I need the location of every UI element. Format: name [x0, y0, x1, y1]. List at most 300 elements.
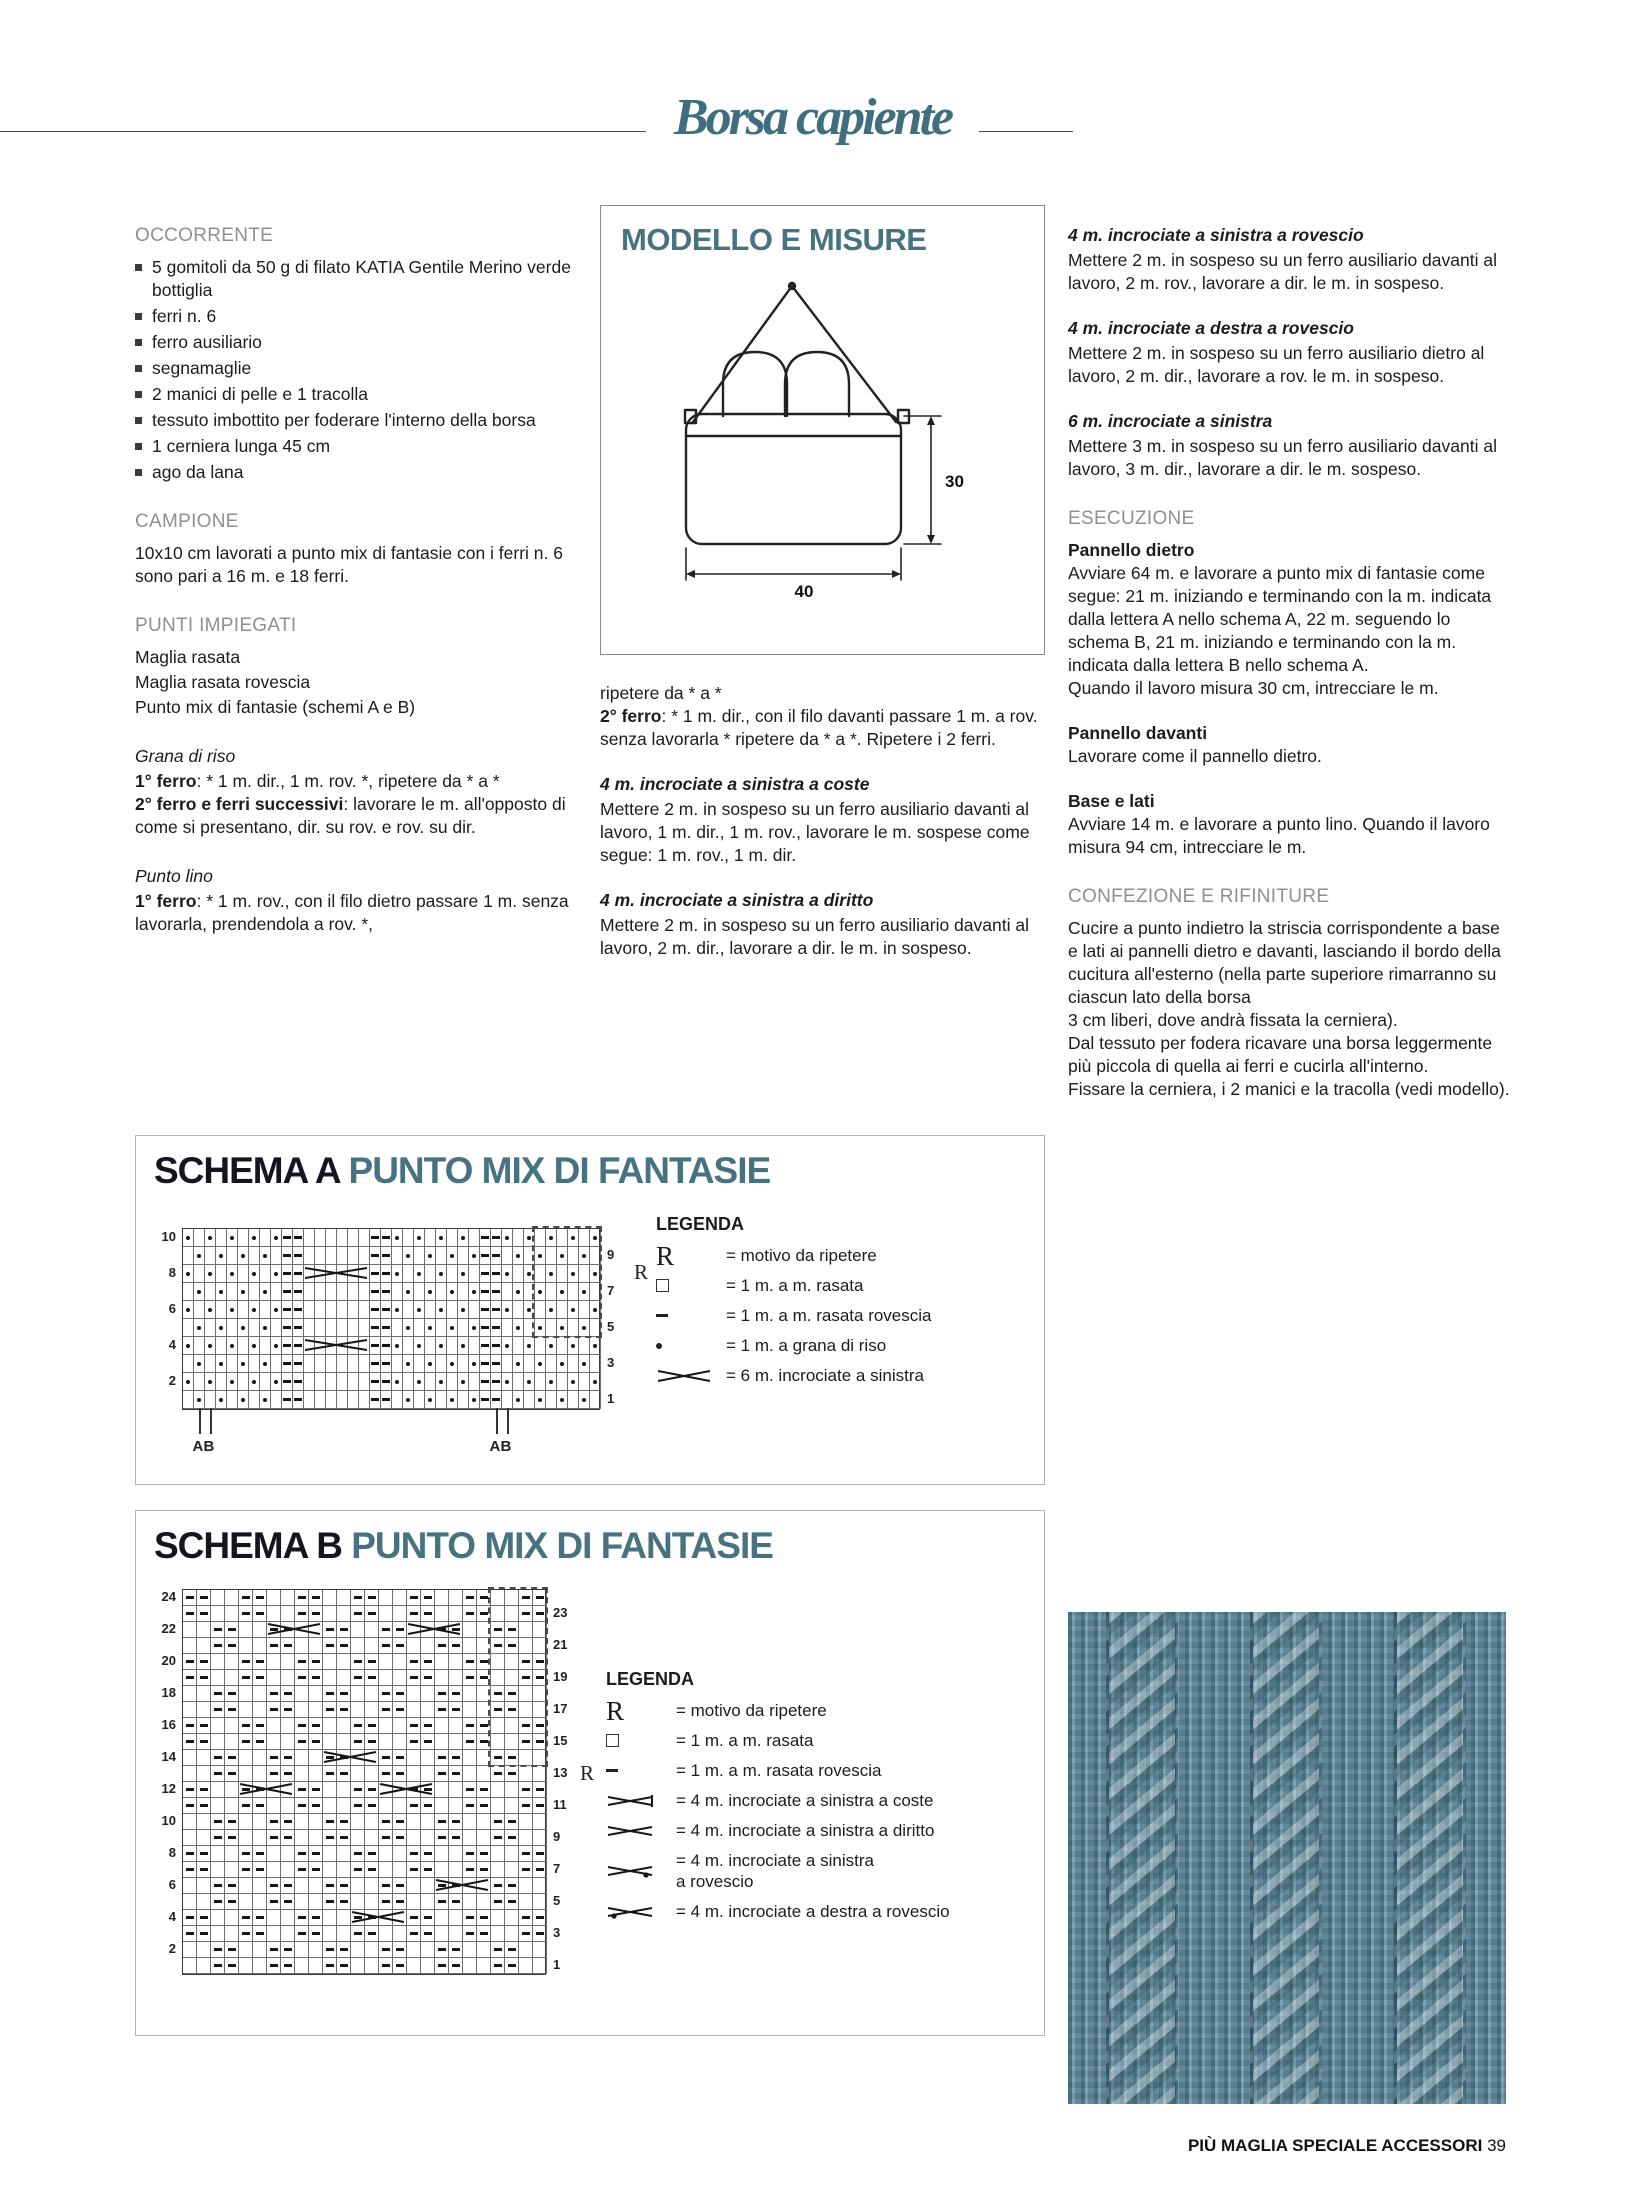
- chart-cell: [502, 1265, 513, 1283]
- chart-cell: [211, 1846, 225, 1862]
- cable-texture: [1394, 1612, 1466, 2104]
- chart-cell: [227, 1247, 238, 1265]
- chart-cell: [491, 1606, 505, 1622]
- header: [0, 88, 1625, 147]
- chart-cell: [447, 1301, 458, 1319]
- chart-cell: [435, 1878, 449, 1894]
- chart-cell: [351, 1878, 365, 1894]
- chart-cell: [421, 1910, 435, 1926]
- chart-cell: [435, 1926, 449, 1942]
- campione-heading: CAMPIONE: [135, 511, 239, 532]
- marker-label: B: [500, 1438, 512, 1455]
- chart-cell: [403, 1283, 414, 1301]
- chart-cell: [253, 1942, 267, 1958]
- chart-cell: [579, 1373, 590, 1391]
- knitting-chart-grid: [182, 1589, 546, 1975]
- chart-cell: [407, 1654, 421, 1670]
- legend-item: [656, 1240, 932, 1271]
- chart-cell: [447, 1391, 458, 1409]
- chart-cell: [393, 1590, 407, 1606]
- chart-cell: [351, 1910, 365, 1926]
- chart-cell: [463, 1910, 477, 1926]
- chart-cell: [407, 1942, 421, 1958]
- chart-cell: [309, 1926, 323, 1942]
- grana-p2: 2° ferro e ferri successivi: lavorare le m. all'opposto di come si presentano, dir. su rov. e rov. su dir.: [135, 794, 566, 837]
- chart-cell: [337, 1926, 351, 1942]
- chart-cell: [197, 1958, 211, 1974]
- chart-cell: [435, 1654, 449, 1670]
- chart-cell: [436, 1283, 447, 1301]
- chart-cell: [225, 1846, 239, 1862]
- davanti-title: Pannello davanti: [1068, 723, 1208, 743]
- chart-cell: [323, 1830, 337, 1846]
- chart-cell: [309, 1910, 323, 1926]
- cable4d-symbol-icon: [606, 1904, 666, 1920]
- lino-title: Punto lino: [135, 866, 213, 886]
- chart-cell: [463, 1734, 477, 1750]
- chart-cell: [295, 1814, 309, 1830]
- chart-cell: [365, 1638, 379, 1654]
- chart-cell: [323, 1622, 337, 1638]
- chart-cell: [197, 1766, 211, 1782]
- chart-cell: [421, 1686, 435, 1702]
- chart-cell: [421, 1878, 435, 1894]
- chart-cell: [533, 1878, 547, 1894]
- chart-cell: [295, 1878, 309, 1894]
- chart-cell: [365, 1958, 379, 1974]
- chart-cell: [513, 1337, 524, 1355]
- chart-cell: [435, 1718, 449, 1734]
- chart-cell: [535, 1355, 546, 1373]
- chart-cell: [337, 1265, 348, 1283]
- chart-cell: [407, 1638, 421, 1654]
- chart-cell: [249, 1301, 260, 1319]
- coste-title: 4 m. incrociate a sinistra a coste: [600, 774, 870, 794]
- chart-cell: [491, 1265, 502, 1283]
- chart-cell: [197, 1942, 211, 1958]
- chart-cell: [351, 1702, 365, 1718]
- chart-cell: [211, 1766, 225, 1782]
- chart-cell: [267, 1798, 281, 1814]
- chart-cell: [267, 1718, 281, 1734]
- chart-cell: [359, 1247, 370, 1265]
- chart-cell: [304, 1229, 315, 1247]
- diritto-text: Mettere 2 m. in sospeso su un ferro ausiliario davanti al lavoro, 2 m. dir., lavorare a dir. le m. in sospeso.: [600, 915, 1029, 958]
- chart-cell: [239, 1782, 253, 1798]
- chart-cell: [449, 1766, 463, 1782]
- chart-cell: [480, 1391, 491, 1409]
- chart-row-number: 11: [553, 1797, 567, 1812]
- list-item: [135, 671, 585, 694]
- legend-item: [606, 1695, 950, 1726]
- chart-cell: [351, 1606, 365, 1622]
- chart-cell: [197, 1606, 211, 1622]
- chart-cell: [337, 1283, 348, 1301]
- chart-cell: [211, 1606, 225, 1622]
- chart-cell: [435, 1638, 449, 1654]
- chart-cell: [381, 1247, 392, 1265]
- chart-cell: [267, 1686, 281, 1702]
- chart-cell: [403, 1229, 414, 1247]
- chart-cell: [197, 1798, 211, 1814]
- chart-cell: [211, 1926, 225, 1942]
- legend-item: [606, 1901, 950, 1922]
- dot-symbol-icon: [656, 1343, 716, 1349]
- chart-cell: [309, 1686, 323, 1702]
- chart-cell: [491, 1355, 502, 1373]
- chart-cell: [505, 1670, 519, 1686]
- chart-cell: [491, 1862, 505, 1878]
- chart-cell: [480, 1337, 491, 1355]
- chart-cell: [447, 1229, 458, 1247]
- chart-cell: [309, 1606, 323, 1622]
- chart-cell: [326, 1319, 337, 1337]
- chart-cell: [436, 1301, 447, 1319]
- chart-cell: [348, 1373, 359, 1391]
- chart-cell: [477, 1606, 491, 1622]
- chart-cell: [260, 1283, 271, 1301]
- chart-cell: [463, 1878, 477, 1894]
- chart-cell: [183, 1702, 197, 1718]
- chart-cell: [557, 1265, 568, 1283]
- legend-items: [606, 1695, 950, 1922]
- chart-cell: [225, 1814, 239, 1830]
- chart-cell: [183, 1734, 197, 1750]
- chart-cell: [392, 1247, 403, 1265]
- chart-cell: [480, 1265, 491, 1283]
- chart-cell: [463, 1942, 477, 1958]
- chart-cell: [281, 1814, 295, 1830]
- chart-cell: [351, 1958, 365, 1974]
- chart-cell: [505, 1942, 519, 1958]
- chart-cell: [365, 1798, 379, 1814]
- chart-cell: [505, 1830, 519, 1846]
- chart-cell: [480, 1373, 491, 1391]
- knitting-chart-grid: [182, 1228, 600, 1410]
- chart-cell: [403, 1373, 414, 1391]
- chart-cell: [281, 1750, 295, 1766]
- chart-cell: [513, 1373, 524, 1391]
- chart-cell: [579, 1247, 590, 1265]
- chart-cell: [393, 1846, 407, 1862]
- chart-cell: [267, 1894, 281, 1910]
- chart-cell: [535, 1265, 546, 1283]
- chart-cell: [370, 1337, 381, 1355]
- chart-cell: [315, 1373, 326, 1391]
- chart-cell: [425, 1301, 436, 1319]
- section-grana-di-riso: [135, 745, 585, 839]
- chart-cell: [282, 1247, 293, 1265]
- chart-cell: [326, 1355, 337, 1373]
- chart-row-number: 2: [168, 1373, 176, 1388]
- chart-cell: [436, 1229, 447, 1247]
- chart-cell: [469, 1229, 480, 1247]
- chart-cell: [365, 1846, 379, 1862]
- footer-label: PIÙ MAGLIA SPECIALE ACCESSORI: [1187, 2136, 1483, 2155]
- chart-cell: [557, 1319, 568, 1337]
- chart-cell: [458, 1247, 469, 1265]
- chart-cell: [421, 1942, 435, 1958]
- chart-row-number: 8: [168, 1265, 176, 1280]
- chart-cell: [323, 1654, 337, 1670]
- campione-text: 10x10 cm lavorati a punto mix di fantasie con i ferri n. 6 sono pari a 16 m. e 18 ferri.: [135, 543, 563, 586]
- chart-cell: [267, 1750, 281, 1766]
- chart-cell: [253, 1958, 267, 1974]
- chart-cell: [267, 1926, 281, 1942]
- chart-cell: [351, 1654, 365, 1670]
- chart-cell: [216, 1319, 227, 1337]
- chart-cell: [337, 1229, 348, 1247]
- diritto-title: 4 m. incrociate a sinistra a diritto: [600, 890, 874, 910]
- chart-cell: [379, 1958, 393, 1974]
- chart-cell: [211, 1654, 225, 1670]
- chart-cell: [326, 1301, 337, 1319]
- chart-cell: [211, 1686, 225, 1702]
- chart-cell: [211, 1958, 225, 1974]
- chart-cell: [379, 1766, 393, 1782]
- chart-cell: [477, 1910, 491, 1926]
- chart-cell: [533, 1670, 547, 1686]
- chart-cell: [393, 1814, 407, 1830]
- chart-cell: [211, 1814, 225, 1830]
- chart-cell: [414, 1373, 425, 1391]
- chart-cell: [535, 1283, 546, 1301]
- chart-cell: [267, 1766, 281, 1782]
- chart-cell: [392, 1373, 403, 1391]
- chart-cell: [216, 1301, 227, 1319]
- chart-cell: [463, 1670, 477, 1686]
- chart-cell: [225, 1638, 239, 1654]
- chart-cell: [463, 1766, 477, 1782]
- chart-cell: [435, 1910, 449, 1926]
- chart-cell: [337, 1702, 351, 1718]
- chart-cell: [590, 1283, 601, 1301]
- chart-cell: [337, 1958, 351, 1974]
- chart-cell: [227, 1229, 238, 1247]
- chart-cell: [194, 1283, 205, 1301]
- chart-cell: [253, 1670, 267, 1686]
- chart-cell: [249, 1355, 260, 1373]
- chart-cell: [407, 1686, 421, 1702]
- chart-cell: [309, 1718, 323, 1734]
- chart-cell: [477, 1894, 491, 1910]
- chart-cell: [295, 1958, 309, 1974]
- legend-item: [656, 1365, 932, 1386]
- chart-cell: [469, 1391, 480, 1409]
- chart-cell: [407, 1798, 421, 1814]
- footer-page-number: 39: [1487, 2136, 1506, 2155]
- chart-cell: [379, 1750, 393, 1766]
- chart-cell: [519, 1606, 533, 1622]
- chart-cell: [421, 1894, 435, 1910]
- chart-cell: [281, 1590, 295, 1606]
- chart-cell: [239, 1798, 253, 1814]
- chart-cell: [533, 1734, 547, 1750]
- chart-cell: [227, 1337, 238, 1355]
- chart-cell: [392, 1229, 403, 1247]
- chart-cell: [238, 1391, 249, 1409]
- chart-cell: [323, 1814, 337, 1830]
- dash-symbol-icon: [656, 1314, 716, 1317]
- chart-cell: [435, 1814, 449, 1830]
- chart-cell: [309, 1894, 323, 1910]
- chart-cell: [253, 1750, 267, 1766]
- chart-cell: [183, 1283, 194, 1301]
- chart-cell: [267, 1862, 281, 1878]
- chart-cell: [211, 1878, 225, 1894]
- base-title: Base e lati: [1068, 791, 1155, 811]
- marker-tick: [496, 1408, 498, 1434]
- chart-cell: [379, 1910, 393, 1926]
- legend-text: = 4 m. incrociate a sinistra a diritto: [676, 1821, 935, 1840]
- chart-cell: [295, 1590, 309, 1606]
- chart-cell: [365, 1766, 379, 1782]
- chart-cell: [392, 1355, 403, 1373]
- chart-cell: [337, 1782, 351, 1798]
- chart-cell: [216, 1247, 227, 1265]
- chart-cell: [403, 1355, 414, 1373]
- chart-cell: [458, 1265, 469, 1283]
- chart-cell: [304, 1283, 315, 1301]
- chart-cell: [480, 1319, 491, 1337]
- chart-cell: [407, 1782, 421, 1798]
- chart-cell: [557, 1301, 568, 1319]
- marker-label: A: [489, 1438, 501, 1455]
- chart-cell: [435, 1622, 449, 1638]
- chart-cell: [477, 1638, 491, 1654]
- chart-cell: [477, 1686, 491, 1702]
- chart-cell: [421, 1670, 435, 1686]
- chart-cell: [282, 1283, 293, 1301]
- chart-cell: [477, 1958, 491, 1974]
- chart-cell: [249, 1229, 260, 1247]
- chart-cell: [365, 1622, 379, 1638]
- chart-cell: [546, 1265, 557, 1283]
- chart-cell: [491, 1702, 505, 1718]
- chart-cell: [281, 1766, 295, 1782]
- chart-cell: [365, 1734, 379, 1750]
- chart-cell: [379, 1926, 393, 1942]
- chart-row-number: 10: [161, 1229, 176, 1244]
- bullet-square-icon: [135, 469, 142, 476]
- chart-cell: [421, 1654, 435, 1670]
- sei-sx-text: Mettere 3 m. in sospeso su un ferro ausiliario davanti al lavoro, 3 m. dir., lavorare a dir. le m. sospeso.: [1068, 436, 1497, 479]
- chart-cell: [304, 1301, 315, 1319]
- chart-cell: [392, 1319, 403, 1337]
- chart-cell: [414, 1247, 425, 1265]
- chart-cell: [370, 1301, 381, 1319]
- grana-p1: 1° ferro: * 1 m. dir., 1 m. rov. *, ripetere da * a *: [135, 771, 500, 791]
- chart-cell: [337, 1798, 351, 1814]
- chart-cell: [304, 1355, 315, 1373]
- dietro-text: Avviare 64 m. e lavorare a punto mix di fantasie come segue: 21 m. iniziando e terminando con la m. indicata dalla lettera A nello schema A, 22 m. seguendo lo schema B, 21 m. iniziando e terminando con la m. indicata dalla lettera B nello schema A.: [1068, 563, 1492, 675]
- list-item: [135, 461, 585, 484]
- chart-cell: [568, 1391, 579, 1409]
- chart-cell: [449, 1862, 463, 1878]
- chart-cell: [590, 1265, 601, 1283]
- punti-heading: PUNTI IMPIEGATI: [135, 615, 297, 636]
- chart-cell: [183, 1265, 194, 1283]
- chart-cell: [337, 1355, 348, 1373]
- chart-cell: [435, 1862, 449, 1878]
- chart-cell: [365, 1702, 379, 1718]
- chart-cell: [519, 1670, 533, 1686]
- legend-items: [656, 1240, 932, 1386]
- chart-cell: [253, 1622, 267, 1638]
- chart-cell: [425, 1337, 436, 1355]
- chart-cell: [491, 1798, 505, 1814]
- chart-cell: [557, 1247, 568, 1265]
- chart-cell: [505, 1718, 519, 1734]
- chart-cell: [238, 1319, 249, 1337]
- chart-cell: [519, 1622, 533, 1638]
- chart-cell: [435, 1798, 449, 1814]
- chart-cell: [477, 1622, 491, 1638]
- list-item: [135, 646, 585, 669]
- chart-cell: [267, 1702, 281, 1718]
- chart-cell: [197, 1894, 211, 1910]
- repeat-letter: R: [634, 1260, 649, 1284]
- chart-cell: [183, 1229, 194, 1247]
- chart-cell: [505, 1622, 519, 1638]
- chart-cell: [351, 1926, 365, 1942]
- chart-cell: [491, 1670, 505, 1686]
- chart-cell: [435, 1782, 449, 1798]
- bullet-square-icon: [135, 264, 142, 271]
- chart-cell: [449, 1750, 463, 1766]
- chart-cell: [568, 1283, 579, 1301]
- chart-cell: [281, 1782, 295, 1798]
- chart-cell: [407, 1622, 421, 1638]
- chart-cell: [183, 1766, 197, 1782]
- chart-cell: [519, 1718, 533, 1734]
- schema-a-box: [135, 1135, 1045, 1485]
- chart-cell: [447, 1337, 458, 1355]
- legend-item: [656, 1335, 932, 1356]
- chart-cell: [513, 1301, 524, 1319]
- chart-cell: [183, 1718, 197, 1734]
- chart-cell: [348, 1229, 359, 1247]
- chart-cell: [469, 1337, 480, 1355]
- chart-cell: [535, 1301, 546, 1319]
- chart-cell: [227, 1301, 238, 1319]
- chart-cell: [351, 1750, 365, 1766]
- chart-cell: [449, 1846, 463, 1862]
- chart-cell: [323, 1670, 337, 1686]
- chart-cell: [393, 1638, 407, 1654]
- chart-cell: [253, 1782, 267, 1798]
- chart-cell: [295, 1654, 309, 1670]
- chart-cell: [519, 1830, 533, 1846]
- chart-cell: [393, 1782, 407, 1798]
- square-symbol-icon: [606, 1734, 666, 1747]
- chart-cell: [590, 1229, 601, 1247]
- chart-cell: [267, 1782, 281, 1798]
- chart-cell: [225, 1654, 239, 1670]
- chart-cell: [469, 1265, 480, 1283]
- chart-cell: [513, 1391, 524, 1409]
- chart-cell: [227, 1355, 238, 1373]
- chart-cell: [282, 1355, 293, 1373]
- chart-cell: [379, 1718, 393, 1734]
- chart-cell: [295, 1702, 309, 1718]
- chart-cell: [458, 1355, 469, 1373]
- chart-cell: [568, 1247, 579, 1265]
- list-item: [135, 256, 585, 302]
- bag-height-label: 30: [945, 472, 964, 491]
- chart-cell: [295, 1750, 309, 1766]
- list-item: [135, 696, 585, 719]
